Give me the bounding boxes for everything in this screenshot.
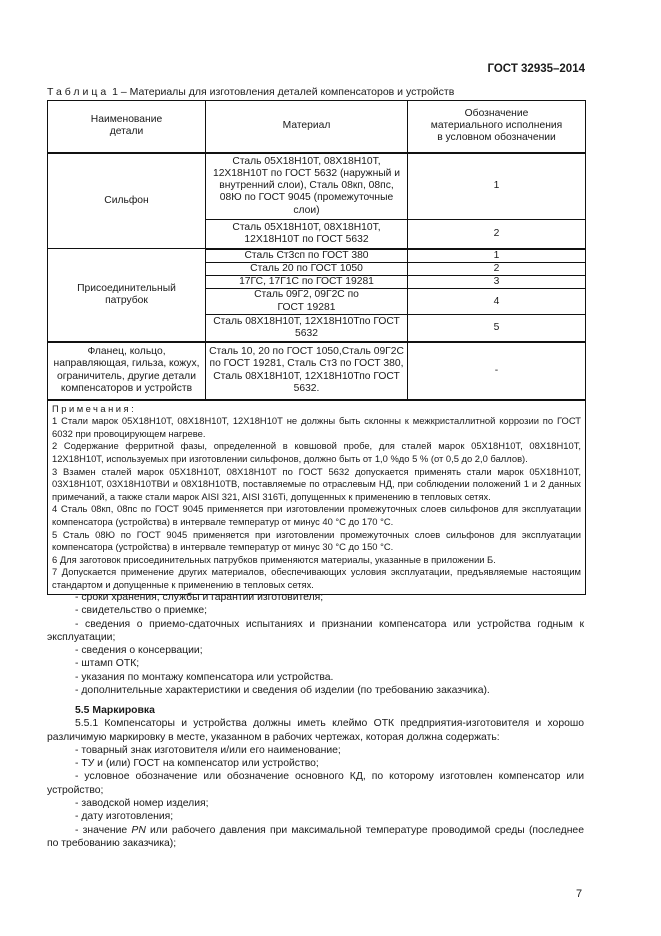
- header-cell: Материал: [206, 101, 408, 153]
- material-cell: Сталь 10, 20 по ГОСТ 1050,Сталь 09Г2С по ГОСТ 19281, Сталь Ст3 по ГОСТ 380, Сталь 08Х18Н10Т, 12Х18Н10Тпо ГОСТ 5632.: [206, 342, 408, 400]
- caption-number: 1: [112, 86, 118, 98]
- list-item: - указания по монтажу компенсатора или устройства.: [75, 671, 334, 683]
- list-continued: [47, 591, 584, 697]
- table-row: [48, 249, 586, 263]
- code-cell: 2: [408, 220, 586, 249]
- notes-title: Примечания:: [52, 402, 137, 414]
- caption-label: Таблица: [47, 86, 110, 98]
- list-item: - сведения о приемо-сдаточных испытаниях и признании компенсатора или устройства годным к эксплуатации;: [47, 618, 584, 643]
- header-cell: Обозначение материального исполнения в условном обозначении: [408, 101, 586, 153]
- list-item: - дату изготовления;: [75, 811, 174, 823]
- list-item: [47, 824, 584, 851]
- part-cell: Фланец, кольцо, направляющая, гильза, кожух, ограничитель, другие детали компенсаторов и устройств: [48, 342, 206, 400]
- material-cell: Сталь 20 по ГОСТ 1050: [206, 262, 408, 275]
- note: 7 Допускается применение других материалов, обеспечивающих условия эксплуатации, предъявляемые настоящим стандартом и допущенные к применению в тепловых сетях.: [52, 566, 581, 590]
- table-header-row: [48, 101, 586, 153]
- part-cell: Присоединительный патрубок: [48, 249, 206, 342]
- list-item: - штамп ОТК;: [75, 658, 140, 670]
- code-cell: 4: [408, 289, 586, 315]
- code-cell: -: [408, 342, 586, 400]
- part-cell: Сильфон: [48, 153, 206, 249]
- section-heading: 5.5 Маркировка: [75, 705, 155, 716]
- code-cell: 2: [408, 262, 586, 275]
- note: 3 Взамен сталей марок 05Х18Н10Т, 08Х18Н10Т по ГОСТ 5632 допускается применять стали марок 05Х18Н10Т, 03Х18Н10Т, 03Х18Н10ТВИ и 08Х18Н10ТВ, поставляемые по отраслевым НД, при соблюдении положений 1 и 2 данных примечаний, а также стали марок AISI 321, AISI 316Ti, допущенных к применению в тепловых сетях.: [52, 465, 581, 502]
- table-row: [48, 342, 586, 400]
- code-cell: 5: [408, 315, 586, 342]
- list-item: - свидетельство о приемке;: [75, 605, 208, 617]
- material-cell: Сталь 05Х18Н10Т, 08Х18Н10Т, 12Х18Н10Т по ГОСТ 5632 (наружный и внутренний слои), Сталь 08кп, 08пс, 08Ю по ГОСТ 9045 (промежуточные слои): [206, 153, 408, 220]
- code-cell: 3: [408, 275, 586, 288]
- table-caption: [47, 86, 454, 98]
- note: 6 Для заготовок присоединительных патрубков применяются материалы, указанные в приложении Б.: [52, 553, 496, 565]
- material-cell: Сталь 09Г2, 09Г2С по ГОСТ 19281: [206, 289, 408, 315]
- material-cell: Сталь Ст3сп по ГОСТ 380: [206, 249, 408, 263]
- item-text: - значение: [75, 824, 132, 836]
- table-notes: [48, 400, 586, 594]
- list-item: - сведения о консервации;: [75, 645, 203, 657]
- section-marking: [47, 704, 584, 850]
- note: 1 Стали марок 05Х18Н10Т, 08Х18Н10Т, 12Х18Н10Т не должны быть склонны к межкристаллитной коррозии по ГОСТ 6032 при провоцирующем нагреве.: [52, 415, 581, 439]
- code-cell: 1: [408, 249, 586, 263]
- list-item: - ТУ и (или) ГОСТ на компенсатор или устройство;: [75, 758, 319, 770]
- header-cell: Наименование детали: [48, 101, 206, 153]
- code-cell: 1: [408, 153, 586, 220]
- note: 2 Содержание ферритной фазы, определенной в ковшовой пробе, для сталей марок 05Х18Н10Т, 08Х18Н10Т, 12Х18Н10Т, используемых при изготовлении сильфонов, должно быть от 1,0 %до 5 % (от 0,5 до 2,0 баллов).: [52, 440, 581, 464]
- note: 5 Сталь 08Ю по ГОСТ 9045 применяется при изготовлении промежуточных слоев сильфонов для эксплуатации компенсатора (устройства) в интервале температур от минус 30 °С до 150 °С.: [52, 528, 581, 553]
- list-item: - дополнительные характеристики и сведения об изделии (по требованию заказчика).: [75, 685, 490, 697]
- list-item: - сроки хранения, службы и гарантии изготовителя;: [75, 592, 324, 603]
- material-cell: Сталь 05Х18Н10Т, 08Х18Н10Т, 12Х18Н10Т по ГОСТ 5632: [206, 220, 408, 249]
- materials-table: [47, 100, 586, 595]
- note: 4 Сталь 08кп, 08пс по ГОСТ 9045 применяется при изготовлении промежуточных слоев сильфонов для эксплуатации компенсатора (устройства) в интервале температур от минус 40 °С до 170 °С.: [52, 503, 581, 527]
- notes-row: [48, 400, 586, 594]
- list-item: - условное обозначение или обозначение основного КД, по которому изготовлен компенсатор или устройство;: [47, 771, 584, 796]
- list-item: - заводской номер изделия;: [75, 798, 209, 810]
- caption-title: – Материалы для изготовления деталей компенсаторов и устройств: [120, 86, 455, 98]
- page-number: 7: [576, 888, 583, 900]
- material-cell: 17ГС, 17Г1С по ГОСТ 19281: [206, 275, 408, 288]
- item-text: или рабочего давления при максимальной температуре проводимой среды (последнее по требованию заказчика);: [47, 824, 584, 849]
- list-item: - товарный знак изготовителя и/или его наименование;: [75, 744, 341, 756]
- section-paragraph: 5.5.1 Компенсаторы и устройства должны иметь клеймо ОТК предприятия-изготовителя и хорошо различимую маркировку в месте, указанном в рабочих чертежах, которая должна содержать:: [47, 718, 584, 743]
- material-cell: Сталь 08Х18Н10Т, 12Х18Н10Тпо ГОСТ 5632: [206, 315, 408, 342]
- document-header: ГОСТ 32935–2014: [487, 63, 585, 75]
- table-row: [48, 153, 586, 220]
- item-italic: PN: [131, 824, 146, 836]
